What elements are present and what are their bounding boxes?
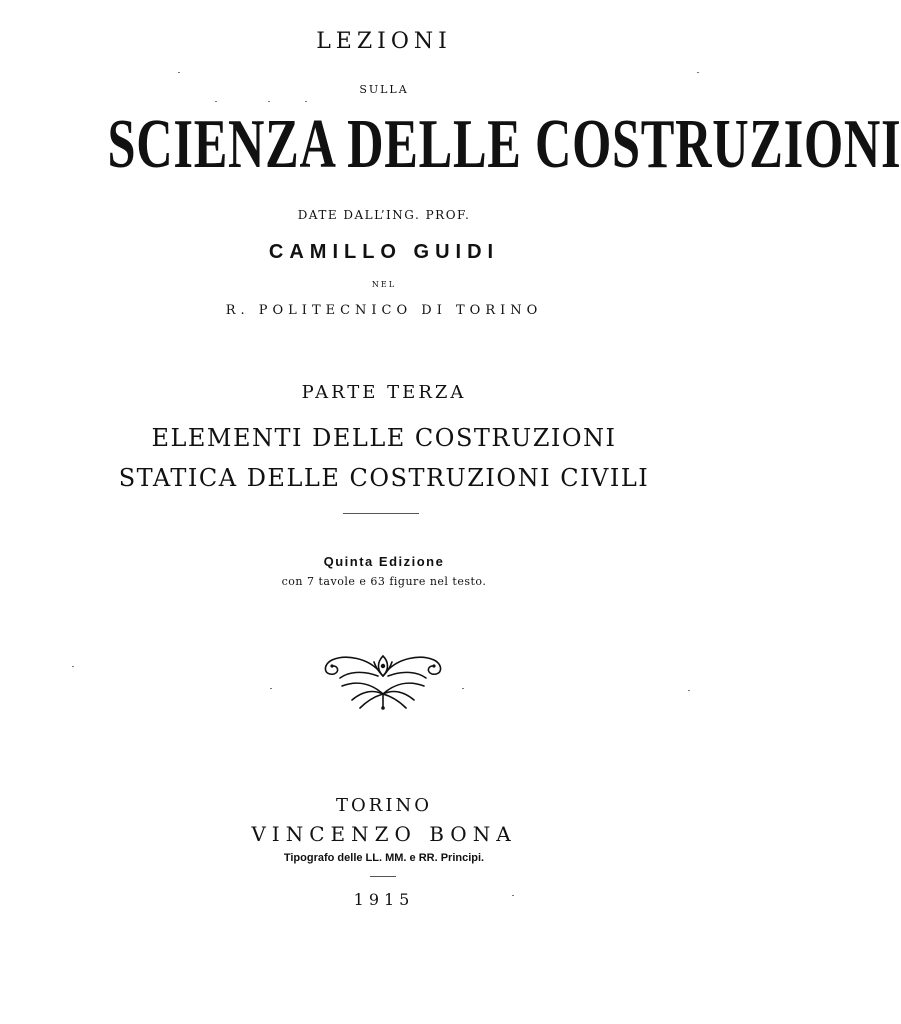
connector-word: SULLA [359, 83, 409, 96]
scan-speck [512, 895, 514, 896]
edition-note: con 7 tavole e 63 figure nel testo. [281, 575, 487, 588]
publication-city: TORINO [336, 795, 432, 816]
scan-speck [462, 688, 464, 689]
printer-note: Tipografo delle LL. MM. e RR. Principi. [283, 852, 485, 864]
short-divider-rule [370, 876, 396, 877]
scan-speck [215, 101, 217, 102]
subtitle-line-1: ELEMENTI DELLE COSTRUZIONI [151, 424, 617, 452]
floral-vignette-icon [318, 650, 448, 712]
subtitle-line-2: STATICA DELLE COSTRUZIONI CIVILI [118, 464, 650, 492]
connector-word-nel: NEL [371, 280, 397, 289]
part-heading: PARTE TERZA [301, 382, 467, 403]
series-heading: LEZIONI [316, 29, 452, 54]
scan-speck [697, 72, 699, 73]
scan-speck [688, 690, 690, 691]
scan-speck [268, 101, 270, 102]
scan-speck [305, 101, 307, 102]
author-name: CAMILLO GUIDI [268, 241, 500, 263]
institution-name: R. POLITECNICO DI TORINO [225, 303, 543, 318]
scan-speck [178, 72, 180, 73]
publication-year: 1915 [353, 890, 415, 909]
scan-speck [72, 666, 74, 667]
edition-label: Quinta Edizione [323, 554, 445, 569]
divider-rule [343, 513, 419, 514]
publisher-name: VINCENZO BONA [251, 822, 517, 846]
scan-speck [270, 688, 272, 689]
author-intro: DATE DALL’ING. PROF. [297, 208, 471, 222]
book-title: SCIENZA DELLE COSTRUZIONI [107, 106, 901, 183]
